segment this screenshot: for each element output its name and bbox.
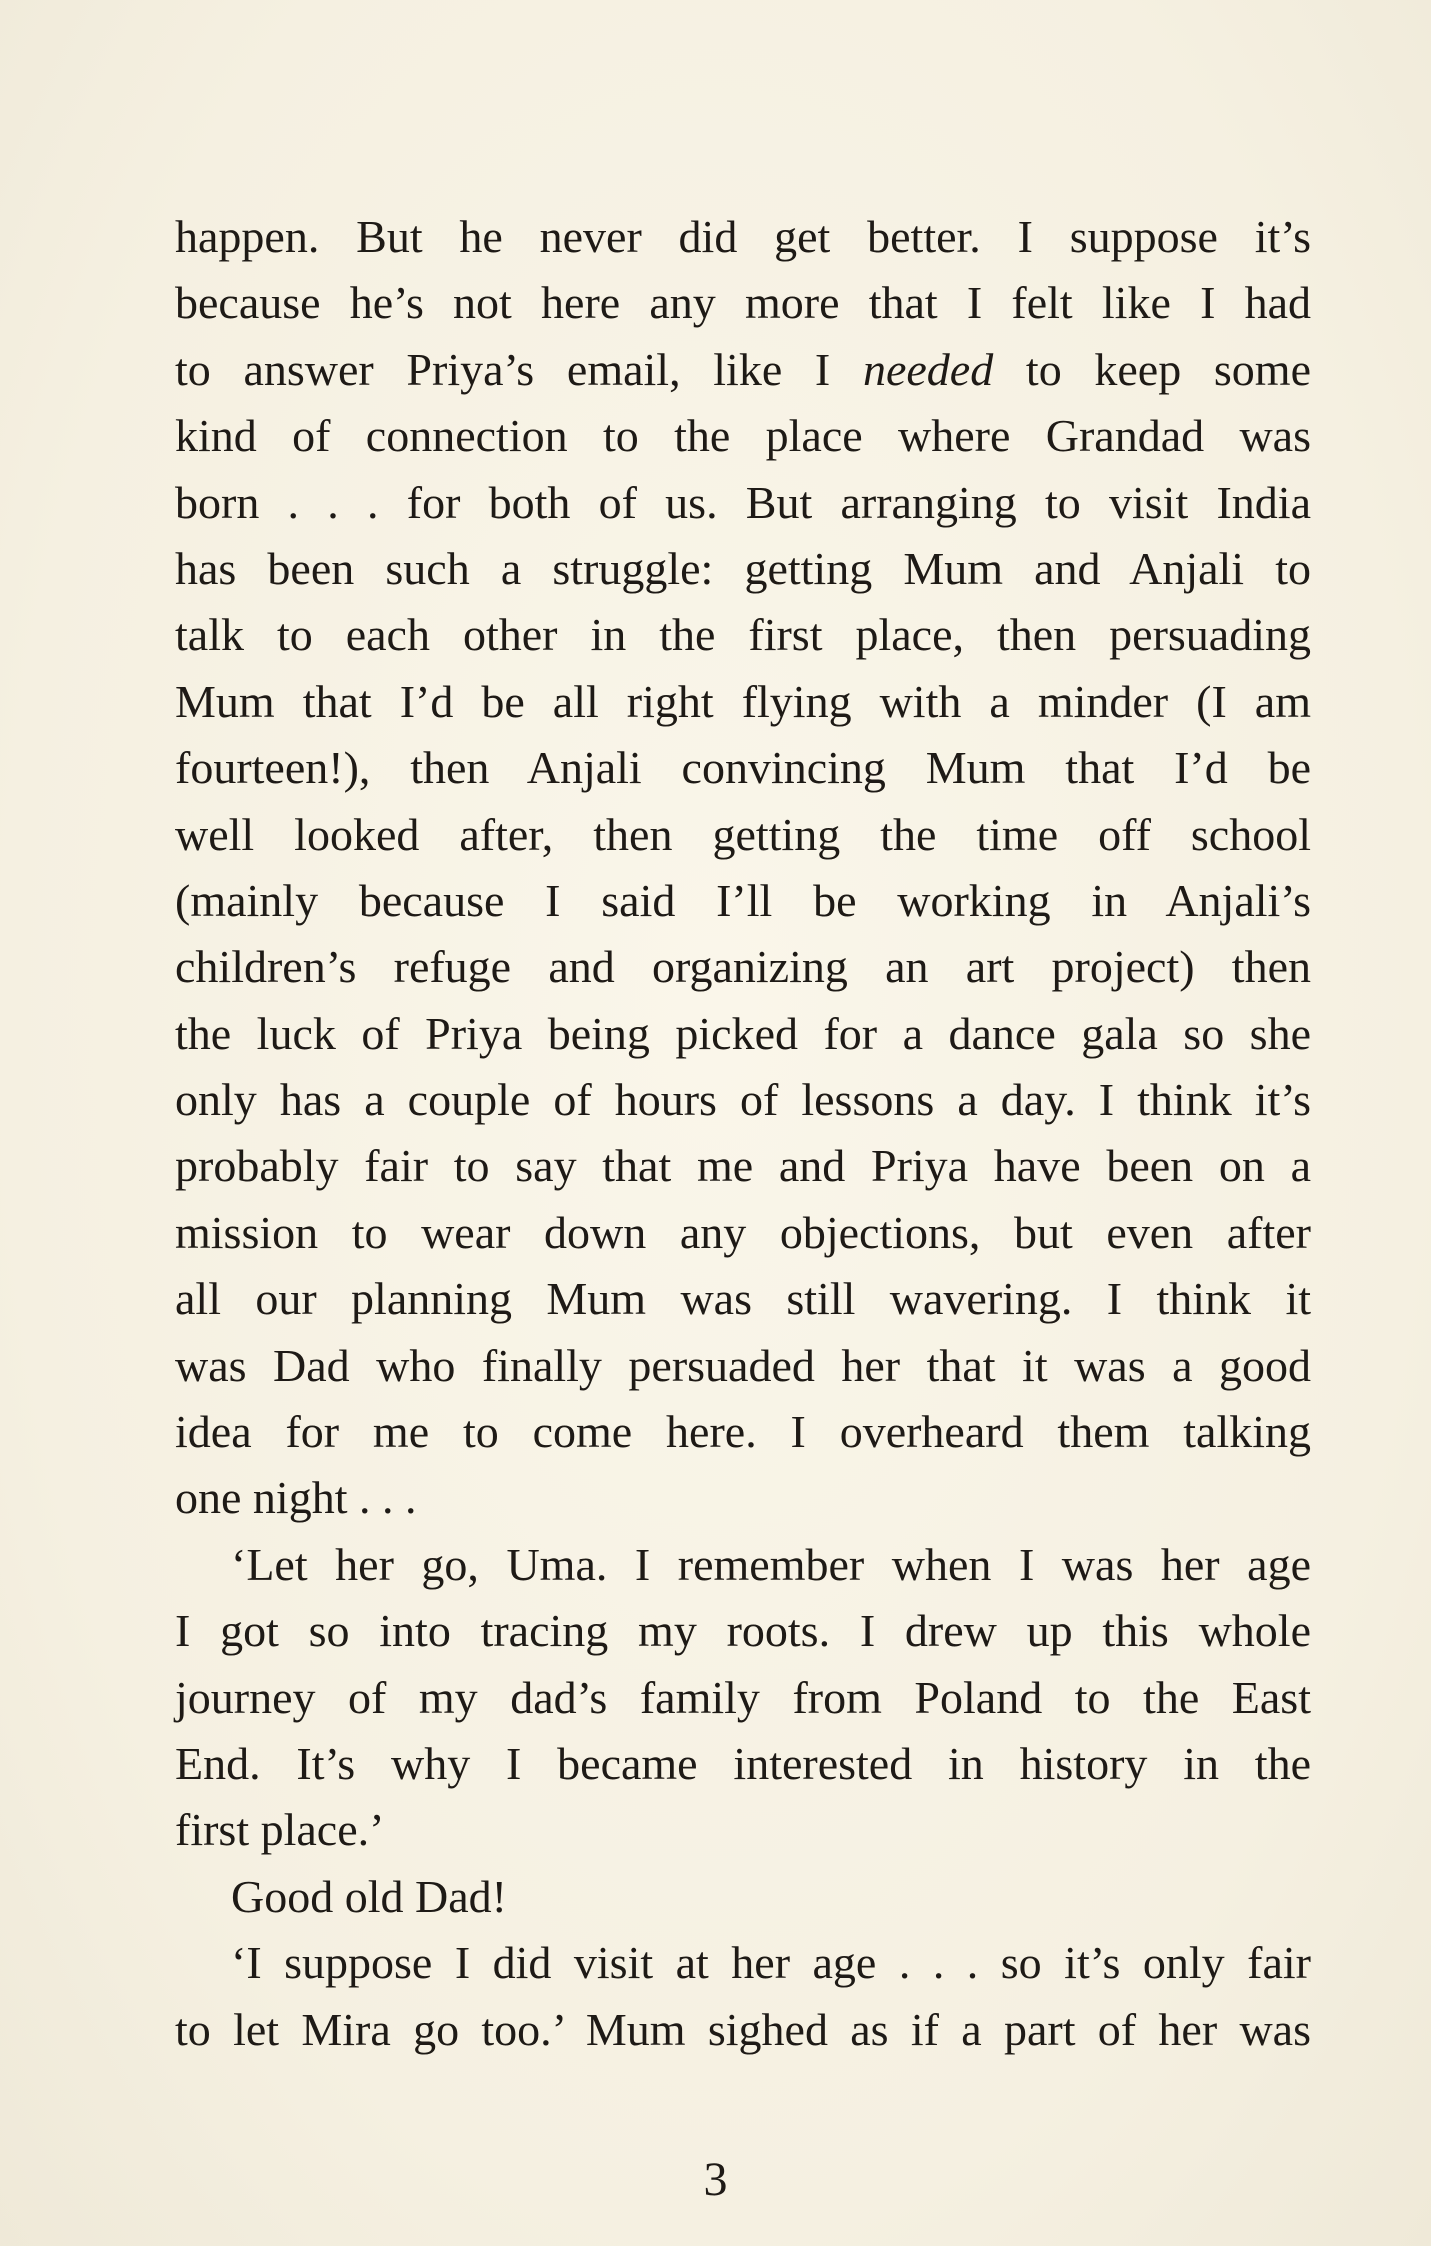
text-line: mission to wear down any objections, but even after xyxy=(175,1206,1311,1258)
text-line: was Dad who finally persuaded her that it was a good xyxy=(175,1339,1311,1391)
text-line: probably fair to say that me and Priya have been on a xyxy=(175,1140,1311,1192)
text-line: Mum that I’d be all right flying with a minder (I am xyxy=(175,675,1311,727)
text-line: only has a couple of hours of lessons a day. I think it’s xyxy=(175,1074,1311,1126)
text-line: ‘I suppose I did visit at her age . . . so it’s only fair xyxy=(231,1937,1311,1989)
body-text xyxy=(175,204,1311,2063)
text-line: the luck of Priya being picked for a dance gala so she xyxy=(175,1007,1311,1059)
page-number: 3 xyxy=(703,2153,728,2206)
text-line: children’s refuge and organizing an art project) then xyxy=(175,941,1311,993)
text-line: to let Mira go too.’ Mum sighed as if a part of her was xyxy=(175,2003,1311,2055)
text-line: talk to each other in the first place, then persuading xyxy=(175,609,1311,661)
text-line: journey of my dad’s family from Poland to the East xyxy=(175,1671,1311,1723)
emphasized-word: needed xyxy=(862,343,994,395)
text-line: End. It’s why I became interested in history in the xyxy=(175,1737,1311,1789)
text-line: kind of connection to the place where Grandad was xyxy=(175,410,1311,462)
text-line-with-emphasis: to answer Priya’s email, like I needed to keep some xyxy=(175,343,1311,395)
text-line: Good old Dad! xyxy=(231,1870,507,1922)
text-line: one night . . . xyxy=(175,1472,417,1524)
text-line: happen. But he never did get better. I suppose it’s xyxy=(175,211,1311,262)
text-line: all our planning Mum was still wavering. I think it xyxy=(175,1273,1311,1325)
text-line: born . . . for both of us. But arranging to visit India xyxy=(175,476,1311,528)
text-line: ‘Let her go, Uma. I remember when I was her age xyxy=(231,1538,1311,1590)
text-line: I got so into tracing my roots. I drew up this whole xyxy=(175,1605,1311,1657)
text-line: idea for me to come here. I overheard them talking xyxy=(175,1406,1311,1458)
text-line: well looked after, then getting the time off school xyxy=(175,808,1311,860)
text-line: has been such a struggle: getting Mum and Anjali to xyxy=(175,542,1311,594)
text-line: first place.’ xyxy=(175,1804,385,1856)
text-line: (mainly because I said I’ll be working in Anjali’s xyxy=(175,874,1311,926)
text-line: fourteen!), then Anjali convincing Mum that I’d be xyxy=(175,742,1311,794)
text-line: because he’s not here any more that I felt like I had xyxy=(175,277,1311,329)
